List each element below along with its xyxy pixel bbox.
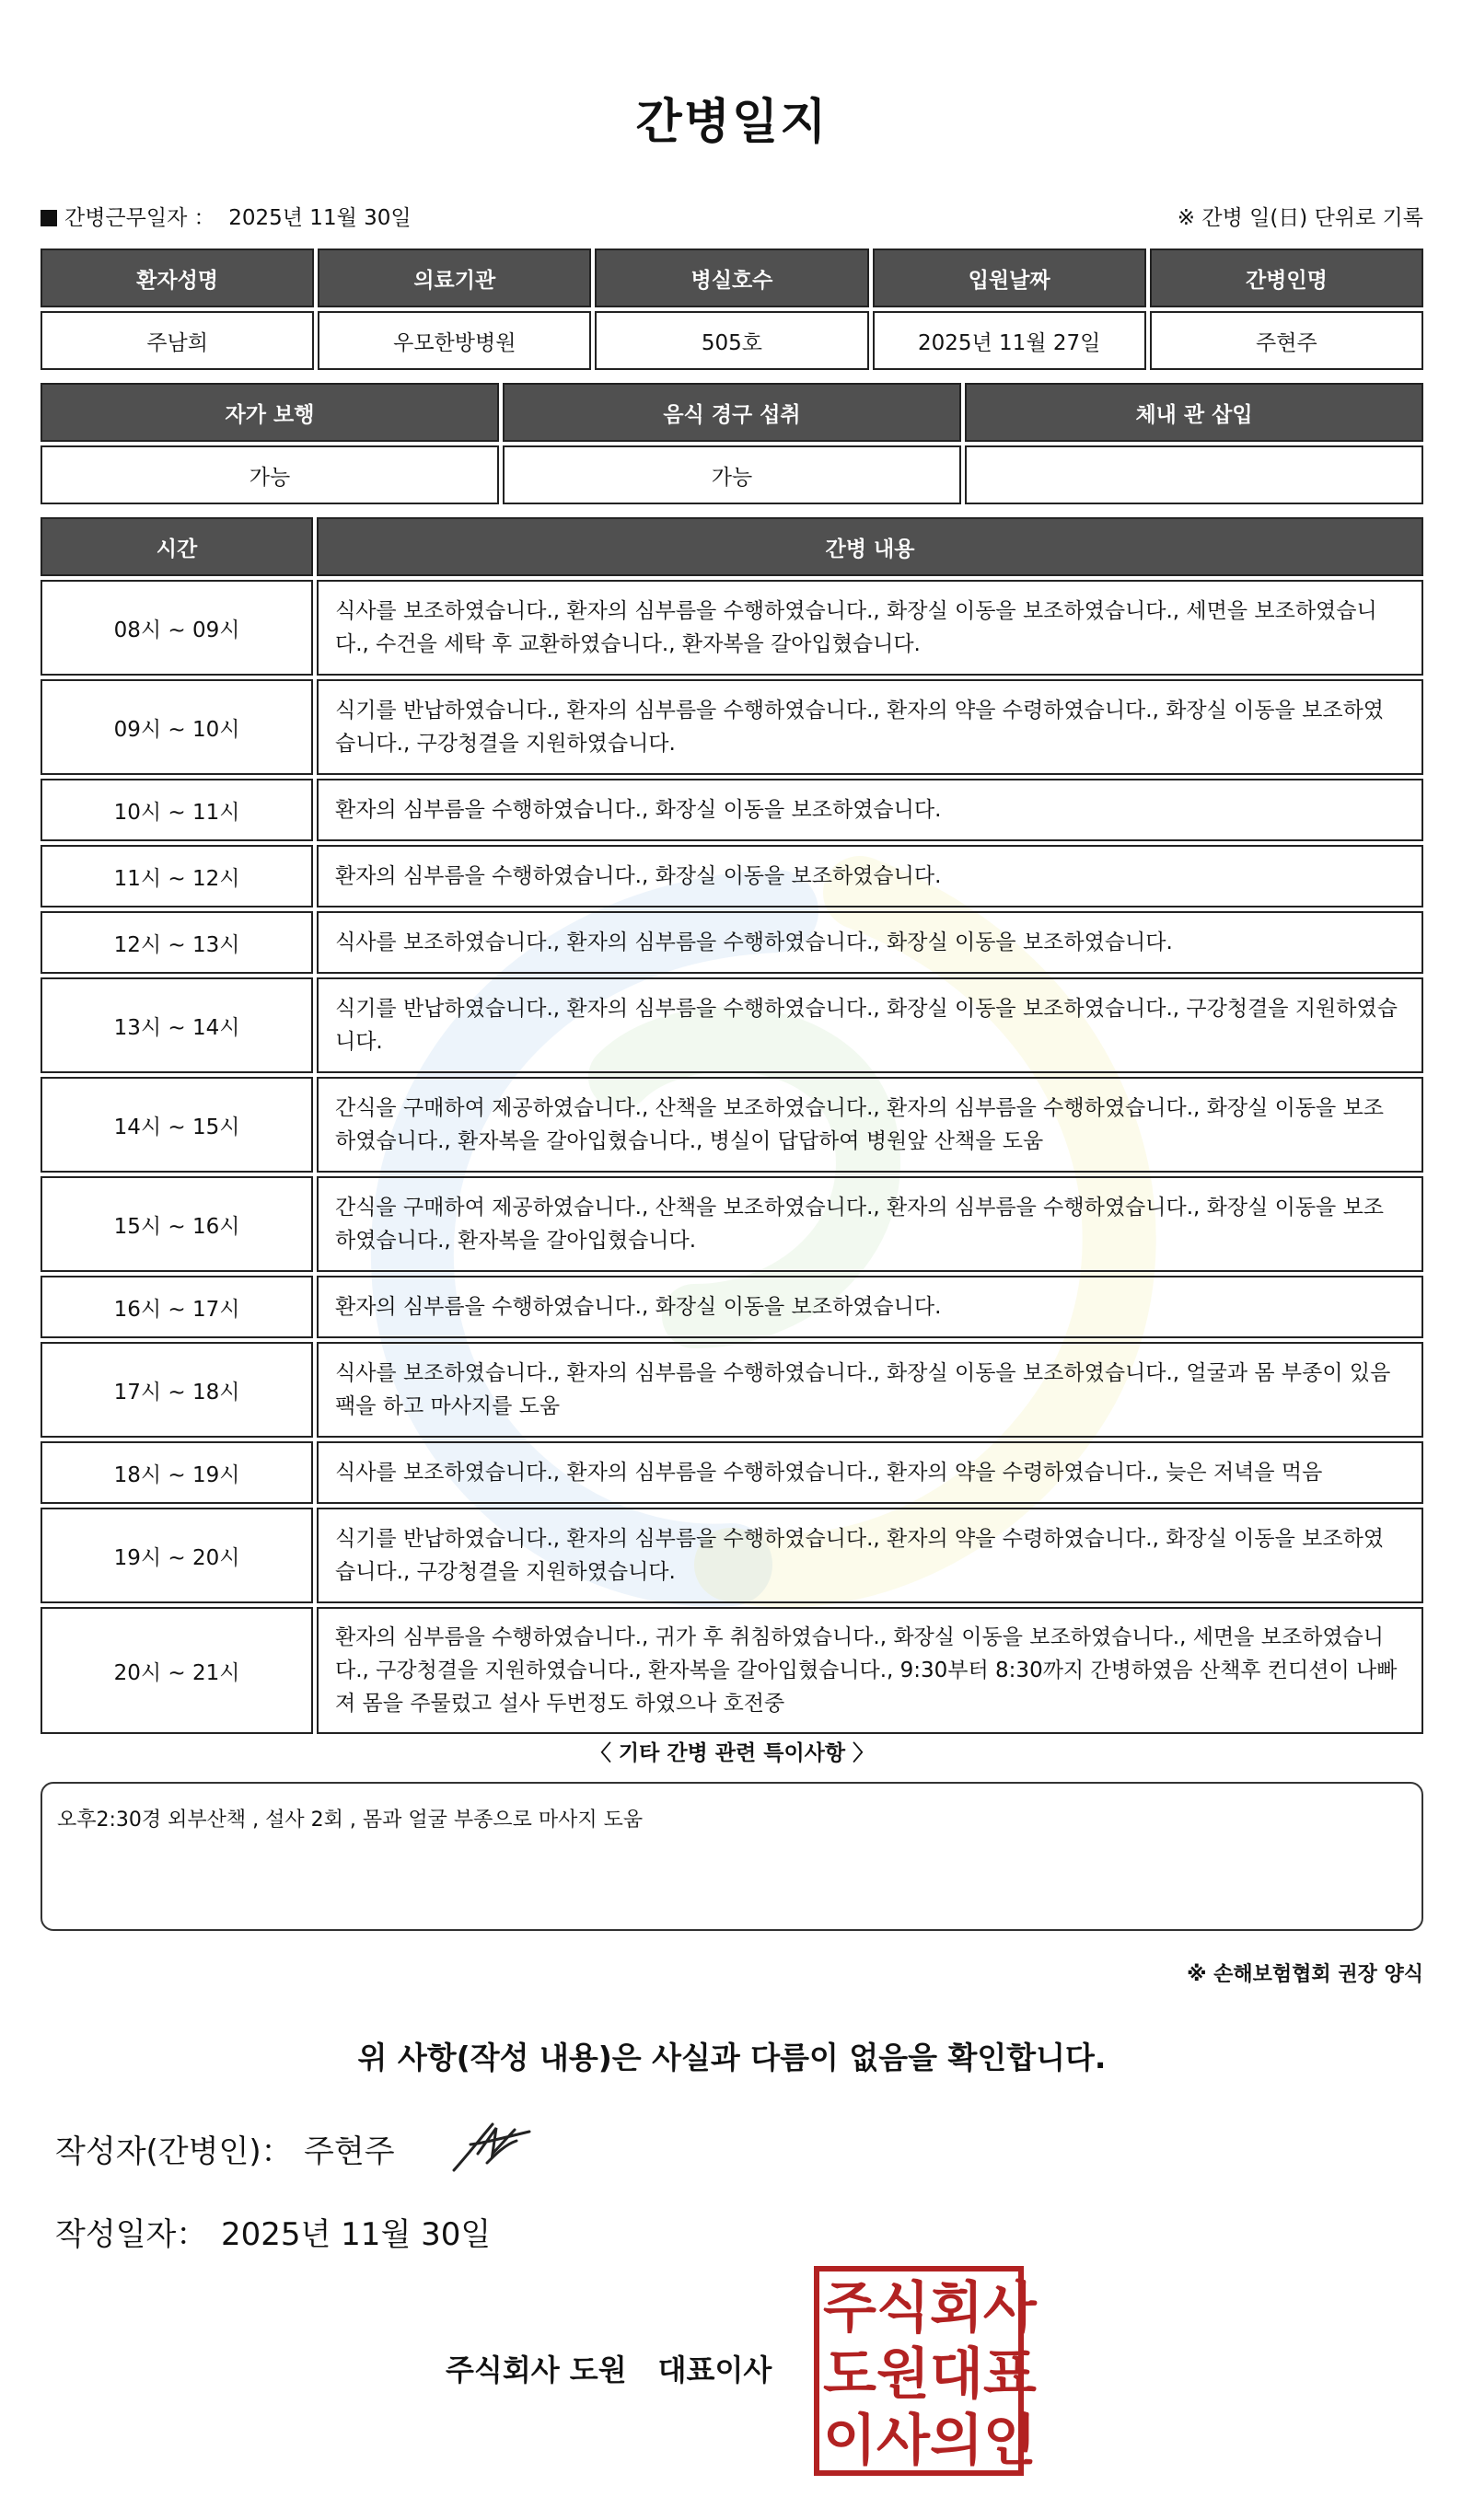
admission-date: 2025년 11월 27일	[873, 311, 1146, 370]
care-log-header-row	[41, 517, 1423, 576]
special-notes-title: 〈 기타 간병 관련 특이사항 〉	[589, 1741, 875, 1765]
content-cell: 간식을 구매하여 제공하였습니다., 산책을 보조하였습니다., 환자의 심부름을 수행하였습니다., 화장실 이동을 보조하였습니다., 환자복을 갈아입혔습니다., 병실이 답답하여 병원앞 산책을 도움	[317, 1077, 1423, 1173]
seal-char: 주	[823, 2276, 876, 2341]
table-row	[41, 977, 1423, 1073]
patient-info-header-row	[41, 249, 1423, 307]
header-oral-intake: 음식 경구 섭취	[503, 383, 961, 442]
recommend-note: ※ 손해보험협회 권장 양식	[1187, 1963, 1423, 1986]
time-cell: 09시 ~ 10시	[41, 679, 313, 775]
content-cell: 식사를 보조하였습니다., 환자의 심부름을 수행하였습니다., 화장실 이동을 보조하였습니다.	[317, 911, 1423, 974]
time-cell: 13시 ~ 14시	[41, 977, 313, 1073]
status-value-row	[41, 445, 1423, 504]
status-header-row	[41, 383, 1423, 442]
table-row	[41, 1607, 1423, 1734]
written-date-value: 2025년 11월 30일	[221, 2216, 492, 2253]
page-title: 간병일지	[635, 95, 829, 150]
patient-name: 주남희	[41, 311, 314, 370]
writer-name: 주현주	[304, 2133, 395, 2170]
caregiver-name: 주현주	[1150, 311, 1423, 370]
company-name: 주식회사 도원	[446, 2352, 627, 2387]
time-cell: 08시 ~ 09시	[41, 580, 313, 676]
work-date-value: 2025년 11월 30일	[228, 206, 412, 230]
time-cell: 18시 ~ 19시	[41, 1441, 313, 1504]
content-cell: 식기를 반납하였습니다., 환자의 심부름을 수행하였습니다., 화장실 이동을 보조하였습니다., 구강청결을 지원하였습니다.	[317, 977, 1423, 1073]
written-date-line	[55, 2209, 491, 2254]
seal-char: 인	[982, 2409, 1037, 2473]
seal-char: 이	[823, 2409, 876, 2473]
special-notes-box: 오후2:30경 외부산책 , 설사 2회 , 몸과 얼굴 부종으로 마사지 도움	[41, 1782, 1423, 1931]
written-date-label: 작성일자：	[55, 2216, 208, 2253]
seal-char: 식	[876, 2276, 930, 2341]
representative-title: 대표이사	[657, 2352, 772, 2387]
table-row	[41, 679, 1423, 775]
table-row	[41, 1508, 1423, 1603]
seal-char: 사	[876, 2409, 930, 2473]
header-tube-insertion: 체내 관 삽입	[965, 383, 1423, 442]
square-bullet-icon	[41, 210, 57, 226]
table-row	[41, 1077, 1423, 1173]
header-caregiver: 간병인명	[1150, 249, 1423, 307]
content-cell: 간식을 구매하여 제공하였습니다., 산책을 보조하였습니다., 환자의 심부름을 수행하였습니다., 화장실 이동을 보조하였습니다., 환자복을 갈아입혔습니다.	[317, 1176, 1423, 1272]
table-row	[41, 779, 1423, 841]
content-cell: 환자의 심부름을 수행하였습니다., 귀가 후 취침하였습니다., 화장실 이동을 보조하였습니다., 세면을 보조하였습니다., 구강청결을 지원하였습니다., 환자복을 갈아입혔습니다., 9:30부터 8:30까지 간병하였음 산책후 컨디션이 나빠져 몸을 주물렀고 설사 두번정도 하였으나 호전중	[317, 1607, 1423, 1734]
table-row	[41, 1276, 1423, 1338]
room-number: 505호	[595, 311, 868, 370]
seal-char: 회	[929, 2276, 983, 2341]
writer-line	[55, 2126, 395, 2171]
time-cell: 10시 ~ 11시	[41, 779, 313, 841]
oral-intake-value: 가능	[503, 445, 961, 504]
seal-char: 의	[929, 2409, 983, 2473]
self-walking-value: 가능	[41, 445, 499, 504]
tube-insertion-value	[965, 445, 1423, 504]
seal-char: 도	[823, 2342, 876, 2407]
seal-char: 표	[982, 2342, 1037, 2407]
header-patient-name: 환자성명	[41, 249, 314, 307]
care-log-table	[37, 514, 1427, 1738]
unit-note: ※ 간병 일(日) 단위로 기록	[1177, 206, 1423, 230]
status-info-table	[37, 379, 1427, 508]
table-row	[41, 1176, 1423, 1272]
content-cell: 환자의 심부름을 수행하였습니다., 화장실 이동을 보조하였습니다.	[317, 779, 1423, 841]
work-date-line	[41, 201, 412, 231]
care-log-page	[41, 0, 1423, 2520]
table-row	[41, 911, 1423, 974]
patient-info-value-row	[41, 311, 1423, 370]
time-cell: 17시 ~ 18시	[41, 1342, 313, 1438]
hospital-name: 우모한방병원	[318, 311, 591, 370]
time-cell: 16시 ~ 17시	[41, 1276, 313, 1338]
content-cell: 식사를 보조하였습니다., 환자의 심부름을 수행하였습니다., 환자의 약을 수령하였습니다., 늦은 저녁을 먹음	[317, 1441, 1423, 1504]
content-cell: 식기를 반납하였습니다., 환자의 심부름을 수행하였습니다., 환자의 약을 수령하였습니다., 화장실 이동을 보조하였습니다., 구강청결을 지원하였습니다.	[317, 1508, 1423, 1603]
content-cell: 환자의 심부름을 수행하였습니다., 화장실 이동을 보조하였습니다.	[317, 845, 1423, 907]
header-care-content: 간병 내용	[317, 517, 1423, 576]
writer-label: 작성자(간병인)：	[55, 2133, 293, 2170]
time-cell: 11시 ~ 12시	[41, 845, 313, 907]
time-cell: 20시 ~ 21시	[41, 1607, 313, 1734]
header-hospital: 의료기관	[318, 249, 591, 307]
seal-char: 사	[982, 2276, 1037, 2341]
content-cell: 식사를 보조하였습니다., 환자의 심부름을 수행하였습니다., 화장실 이동을 보조하였습니다., 얼굴과 몸 부종이 있음 팩을 하고 마사지를 도움	[317, 1342, 1423, 1438]
header-time: 시간	[41, 517, 313, 576]
patient-info-table	[37, 245, 1427, 374]
header-room: 병실호수	[595, 249, 868, 307]
content-cell: 식사를 보조하였습니다., 환자의 심부름을 수행하였습니다., 화장실 이동을 보조하였습니다., 세면을 보조하였습니다., 수건을 세탁 후 교환하였습니다., 환자복을 갈아입혔습니다.	[317, 580, 1423, 676]
content-cell: 식기를 반납하였습니다., 환자의 심부름을 수행하였습니다., 환자의 약을 수령하였습니다., 화장실 이동을 보조하였습니다., 구강청결을 지원하였습니다.	[317, 679, 1423, 775]
header-admission-date: 입원날짜	[873, 249, 1146, 307]
header-self-walking: 자가 보행	[41, 383, 499, 442]
seal-char: 대	[929, 2342, 983, 2407]
time-cell: 12시 ~ 13시	[41, 911, 313, 974]
work-date-label: 간병근무일자 ：	[64, 206, 215, 230]
time-cell: 15시 ~ 16시	[41, 1176, 313, 1272]
meta-row	[41, 201, 1423, 237]
content-cell: 환자의 심부름을 수행하였습니다., 화장실 이동을 보조하였습니다.	[317, 1276, 1423, 1338]
confirmation-statement: 위 사항(작성 내용)은 사실과 다름이 없음을 확인합니다.	[357, 2040, 1107, 2075]
seal-char: 원	[876, 2342, 930, 2407]
table-row	[41, 580, 1423, 676]
table-row	[41, 1342, 1423, 1438]
signature-image	[450, 2117, 533, 2176]
time-cell: 14시 ~ 15시	[41, 1077, 313, 1173]
company-seal-stamp	[814, 2266, 1037, 2476]
time-cell: 19시 ~ 20시	[41, 1508, 313, 1603]
table-row	[41, 845, 1423, 907]
company-line	[446, 2347, 772, 2389]
table-row	[41, 1441, 1423, 1504]
